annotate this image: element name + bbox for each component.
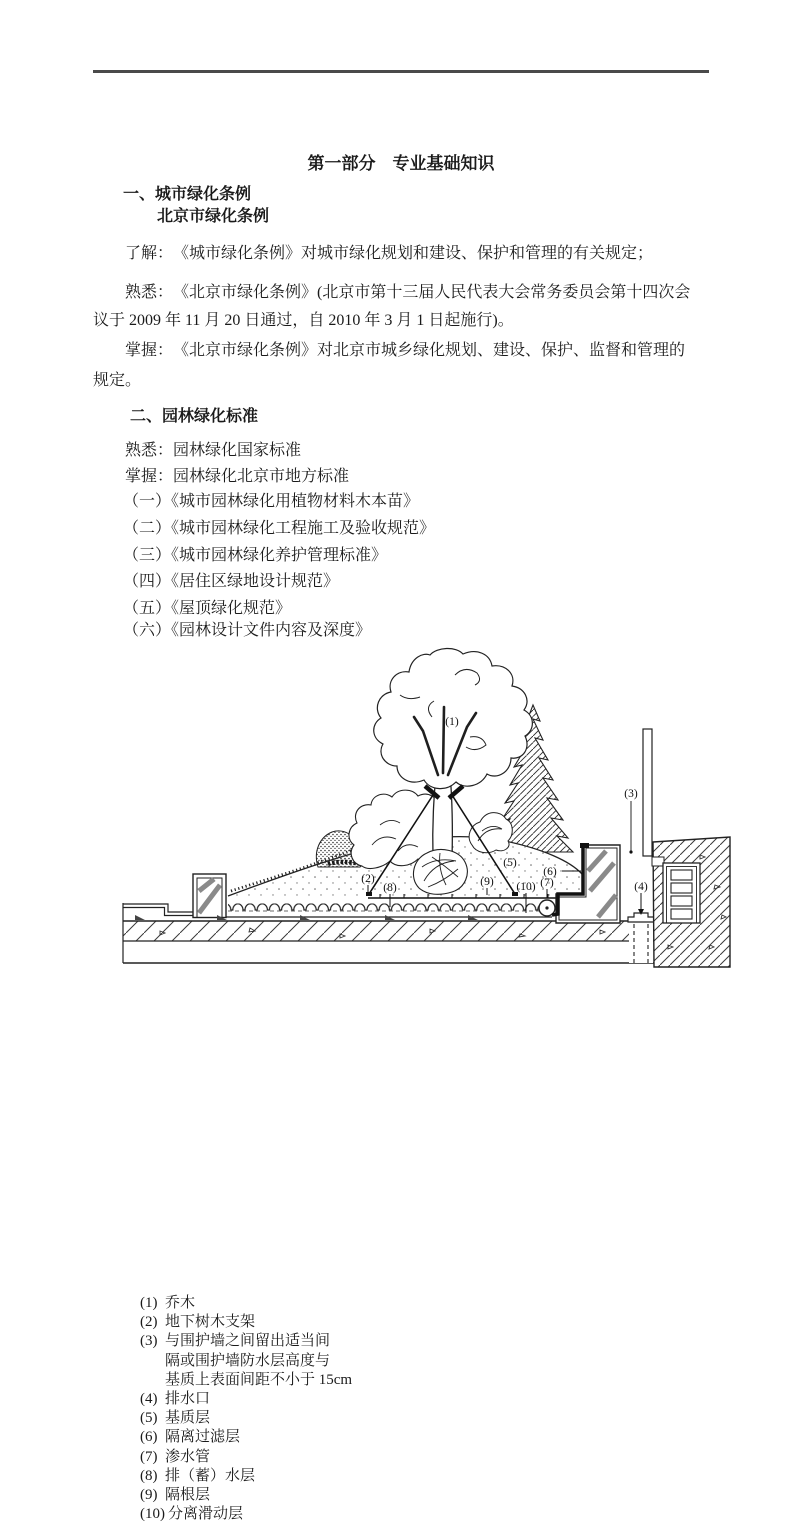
legend-row: [140, 1390, 410, 1409]
section1-heading: 一、城市绿化条例: [123, 186, 252, 203]
standard-item: （三）《城市园林绿化养护管理标准》: [123, 547, 388, 564]
legend-num: (10): [140, 1506, 165, 1523]
callout-1: (1): [445, 716, 459, 728]
callout-9: (9): [480, 876, 494, 888]
page-title: 第一部分 专业基础知识: [307, 154, 495, 173]
legend-row: [140, 1332, 410, 1351]
legend-num: (9): [140, 1487, 158, 1504]
legend-num: (2): [140, 1314, 158, 1331]
standard-item: （六）《园林设计文件内容及深度》: [123, 622, 372, 639]
legend-row: [140, 1486, 410, 1505]
standard-item: （一）《城市园林绿化用植物材料木本苗》: [123, 493, 420, 510]
legend-row: [140, 1505, 410, 1524]
legend-num: (1): [140, 1295, 158, 1311]
paragraph-master-line2: 规定。: [93, 372, 142, 389]
paragraph-familiar-line1: 熟悉： 《北京市绿化条例》(北京市第十三届人民代表大会常务委员会第十四次会: [125, 284, 691, 301]
legend-text: 排水口: [165, 1391, 211, 1408]
legend-row: [140, 1448, 410, 1467]
figure-legend: [140, 1294, 410, 1524]
callout-4: (4): [634, 881, 648, 893]
callout-8: (8): [383, 882, 397, 894]
brick: [671, 909, 692, 919]
section1-subheading: 北京市绿化条例: [157, 208, 270, 225]
legend-text: 隔离过滤层: [165, 1429, 241, 1446]
paragraph-familiar-line2: 议于 2009 年 11 月 20 日通过，自 2010 年 3 月 1 日起施行)。: [93, 312, 514, 329]
callout-3: (3): [624, 788, 638, 800]
corrugated-drainage-layer: [228, 904, 542, 918]
brick: [671, 883, 692, 893]
legend-num: (6): [140, 1429, 158, 1446]
paragraph-master-line1: 掌握： 《北京市绿化条例》对北京市城乡绿化规划、建设、保护、监督和管理的: [125, 342, 686, 359]
section2-familiar: 熟悉：园林绿化国家标准: [125, 442, 302, 459]
left-curb: [123, 874, 226, 918]
callout-7: (7): [540, 877, 554, 889]
standard-item: （四）《居住区绿地设计规范》: [123, 573, 340, 590]
legend-num: (3): [140, 1333, 158, 1350]
legend-text: 与围护墙之间留出适当间: [165, 1333, 331, 1350]
legend-num: (5): [140, 1410, 158, 1427]
legend-row: [140, 1467, 410, 1486]
paragraph-understand: 了解： 《城市绿化条例》对城市绿化规划和建设、保护和管理的有关规定；: [125, 245, 654, 262]
legend-row: [140, 1371, 410, 1390]
legend-text: 隔根层: [165, 1487, 211, 1504]
legend-num: (4): [140, 1391, 158, 1408]
legend-text: 分离滑动层: [168, 1506, 244, 1523]
callout-10: (10): [516, 881, 536, 893]
legend-text: 隔或围护墙防水层高度与: [165, 1352, 331, 1369]
callout-6: (6): [543, 866, 557, 878]
legend-text: 排（蓄）水层: [165, 1467, 256, 1484]
legend-text: 乔木: [165, 1295, 196, 1311]
legend-row: [140, 1428, 410, 1447]
legend-row: [140, 1352, 410, 1371]
brick: [671, 896, 692, 906]
standard-item: （五）《屋顶绿化规范》: [123, 600, 292, 617]
perimeter-fence-wall: [643, 729, 652, 856]
legend-text: 渗水管: [165, 1448, 211, 1465]
standard-item: （二）《城市园林绿化工程施工及验收规范》: [123, 520, 436, 537]
section2-master: 掌握：园林绿化北京市地方标准: [125, 468, 350, 485]
right-parapet-wall: [643, 729, 730, 967]
green-roof-figure: [0, 645, 800, 1523]
drainage-layers: [226, 894, 556, 917]
callout-2: (2): [361, 873, 375, 885]
green-roof-section-diagram: [0, 645, 800, 990]
brick: [671, 870, 692, 880]
legend-num: (7): [140, 1448, 158, 1465]
root-ball: [413, 850, 467, 895]
callout-5: (5): [503, 857, 517, 869]
legend-num: (8): [140, 1467, 158, 1484]
legend-text: 基质层: [165, 1410, 211, 1427]
roof-drain: [628, 913, 654, 965]
legend-row: [140, 1409, 410, 1428]
legend-text: 地下树木支架: [165, 1314, 256, 1331]
legend-text: 基质上表面间距不小于 15cm: [165, 1371, 353, 1388]
section2-heading: 二、园林绿化标准: [130, 408, 259, 425]
header-rule: [93, 70, 709, 73]
legend-row: [140, 1313, 410, 1332]
legend-row: [140, 1294, 410, 1313]
